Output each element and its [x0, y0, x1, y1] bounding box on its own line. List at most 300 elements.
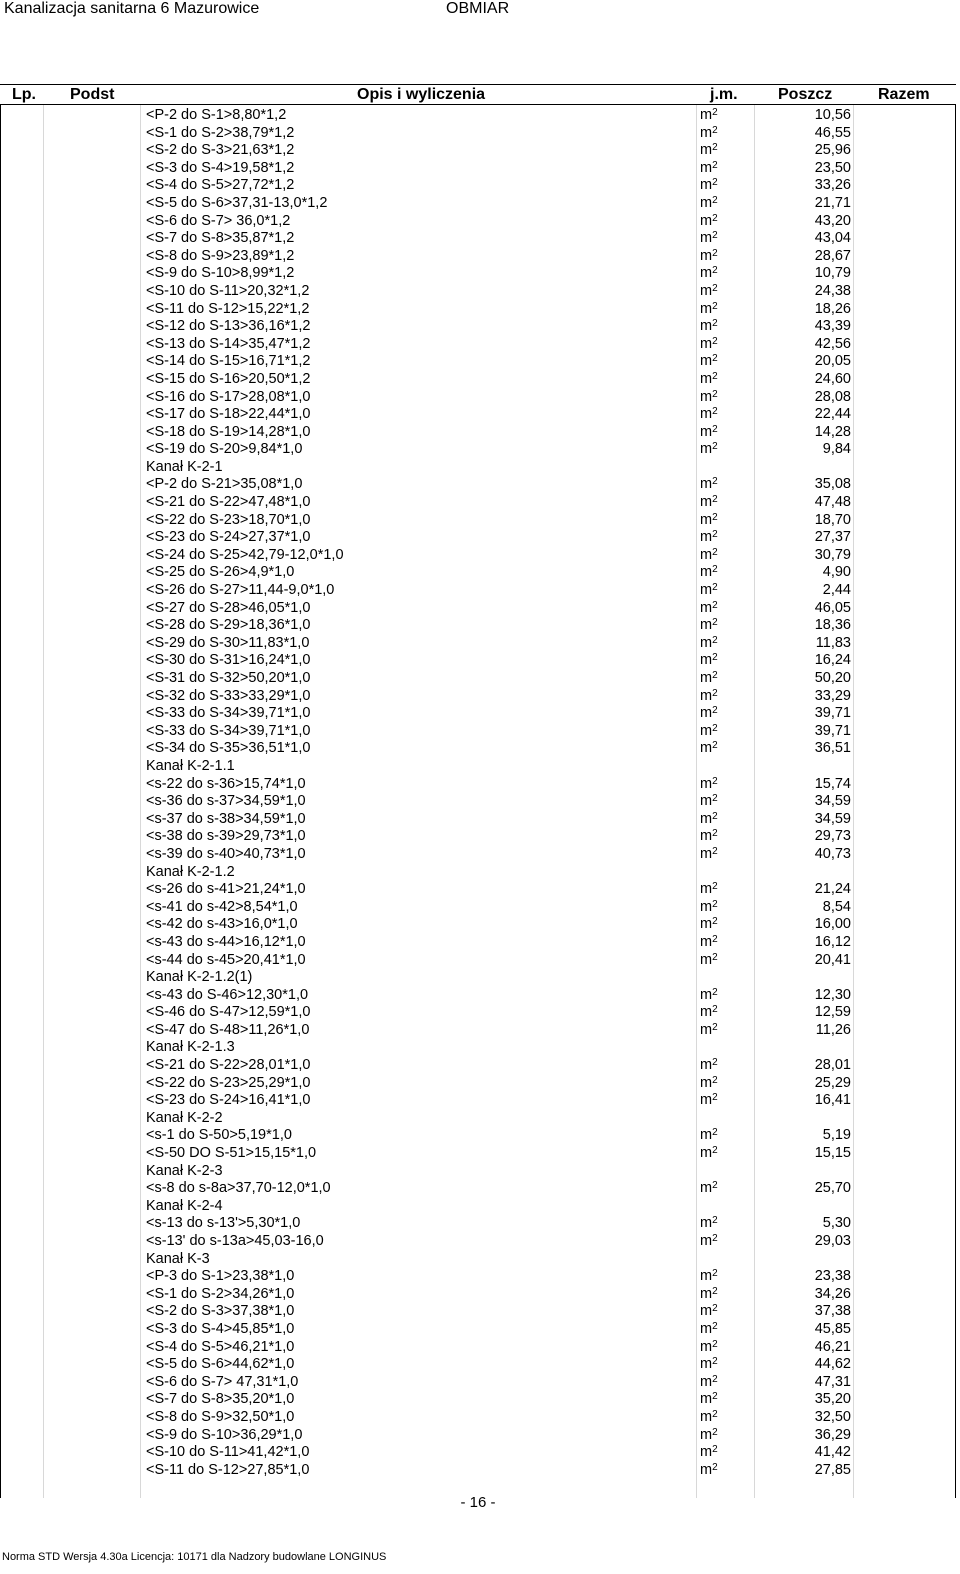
table-row	[0, 1075, 956, 1093]
row-description: <S-25 do S-26>4,9*1,0	[146, 564, 295, 581]
row-description: <S-10 do S-11>41,42*1,0	[146, 1444, 310, 1461]
row-value: 27,37	[814, 529, 851, 546]
row-unit	[700, 230, 718, 248]
unit-text: m	[700, 546, 713, 563]
row-unit	[700, 1233, 718, 1251]
table-row	[0, 1127, 956, 1145]
row-description: <S-9 do S-10>8,99*1,2	[146, 265, 295, 282]
unit-exponent: 2	[712, 1356, 718, 1368]
unit-text: m	[700, 634, 713, 651]
unit-text: m	[700, 406, 713, 423]
table-row	[0, 740, 956, 758]
unit-exponent: 2	[712, 1444, 718, 1456]
row-description: <S-4 do S-5>27,72*1,2	[146, 177, 295, 194]
table-row	[0, 952, 956, 970]
row-description: <S-31 do S-32>50,20*1,0	[146, 670, 311, 686]
row-description: <s-22 do s-36>15,74*1,0	[146, 775, 306, 792]
unit-text: m	[700, 230, 713, 247]
unit-text: m	[700, 1021, 713, 1038]
unit-text: m	[700, 916, 713, 933]
unit-text: m	[700, 1145, 713, 1162]
row-description: <S-16 do S-17>28,08*1,0	[146, 388, 311, 405]
table-row	[0, 476, 956, 494]
row-description: <S-21 do S-22>47,48*1,0	[146, 494, 311, 511]
table-row	[0, 881, 956, 899]
table-row	[0, 758, 956, 776]
unit-exponent: 2	[712, 265, 718, 277]
unit-exponent: 2	[712, 1127, 718, 1139]
row-value: 15,15	[814, 1145, 851, 1162]
unit-exponent: 2	[712, 564, 718, 576]
table-row	[0, 265, 956, 283]
row-value: 16,00	[814, 916, 851, 933]
row-description: <S-5 do S-6>37,31-13,0*1,2	[146, 194, 328, 211]
unit-exponent: 2	[712, 230, 718, 242]
row-unit	[700, 389, 718, 407]
row-unit	[700, 1215, 718, 1233]
table-row	[0, 723, 956, 741]
unit-exponent: 2	[712, 1233, 718, 1244]
table-row	[0, 230, 956, 248]
unit-text: m	[700, 441, 713, 458]
unit-exponent: 2	[712, 1268, 718, 1280]
unit-text: m	[700, 722, 713, 739]
row-description: Kanał K-2-1	[146, 458, 223, 475]
row-value: 16,12	[814, 933, 851, 950]
row-value: 41,42	[814, 1444, 851, 1461]
row-description: <S-3 do S-4>45,85*1,0	[146, 1320, 295, 1337]
col-razem: Razem	[878, 86, 930, 103]
row-unit	[700, 652, 718, 670]
row-unit	[700, 301, 718, 319]
unit-text: m	[700, 1092, 713, 1109]
unit-exponent: 2	[712, 793, 718, 805]
row-unit	[700, 723, 718, 741]
unit-exponent: 2	[712, 916, 718, 928]
table-row	[0, 283, 956, 301]
row-value: 47,48	[814, 494, 851, 511]
unit-exponent: 2	[712, 370, 718, 382]
unit-text: m	[700, 617, 713, 634]
row-description: <s-36 do s-37>34,59*1,0	[146, 793, 306, 810]
table-row	[0, 1198, 956, 1216]
unit-text: m	[700, 740, 713, 757]
table-row	[0, 1427, 956, 1445]
unit-text: m	[700, 1233, 713, 1249]
document-type: OBMIAR	[446, 0, 510, 17]
table-row	[0, 1321, 956, 1339]
row-description: <S-18 do S-19>14,28*1,0	[146, 423, 311, 440]
row-description: <s-44 do s-45>20,41*1,0	[146, 951, 306, 968]
table-row	[0, 248, 956, 266]
row-description: <s-41 do s-42>8,54*1,0	[146, 898, 298, 915]
unit-text: m	[700, 370, 713, 387]
unit-text: m	[700, 1373, 713, 1390]
row-description: <S-2 do S-3>21,63*1,2	[146, 142, 295, 159]
row-description: <S-29 do S-30>11,83*1,0	[146, 634, 310, 651]
unit-exponent: 2	[712, 599, 718, 611]
unit-text: m	[700, 933, 713, 950]
row-unit	[700, 107, 718, 125]
unit-exponent: 2	[712, 1215, 718, 1227]
table-row	[0, 1233, 956, 1251]
row-description: <S-26 do S-27>11,44-9,0*1,0	[146, 582, 335, 599]
row-value: 44,62	[814, 1356, 851, 1373]
row-value: 21,71	[814, 194, 851, 211]
row-value: 5,30	[822, 1215, 851, 1232]
row-description: <S-11 do S-12>27,85*1,0	[146, 1461, 310, 1478]
row-description: Kanał K-2-1.2	[146, 863, 235, 880]
row-unit	[700, 934, 718, 952]
unit-exponent: 2	[712, 546, 718, 558]
row-description: <s-26 do s-41>21,24*1,0	[146, 881, 306, 898]
row-unit	[700, 916, 718, 934]
row-description: <S-6 do S-7> 47,31*1,0	[146, 1373, 299, 1390]
table-row	[0, 1391, 956, 1409]
row-unit	[700, 582, 718, 600]
row-value: 18,26	[814, 300, 851, 317]
row-unit	[700, 811, 718, 829]
row-value: 9,84	[822, 441, 851, 458]
table-row	[0, 459, 956, 477]
unit-exponent: 2	[712, 1074, 718, 1086]
row-description: Kanał K-2-3	[146, 1162, 223, 1179]
unit-exponent: 2	[712, 159, 718, 171]
unit-text: m	[700, 1356, 713, 1373]
unit-text: m	[700, 511, 713, 528]
row-value: 27,85	[814, 1461, 851, 1478]
unit-text: m	[700, 124, 713, 141]
table-row	[0, 371, 956, 389]
unit-exponent: 2	[712, 212, 718, 224]
row-unit	[700, 1356, 718, 1374]
row-description: Kanał K-2-1.1	[146, 757, 235, 774]
table-row	[0, 1110, 956, 1128]
unit-exponent: 2	[712, 687, 718, 699]
table-row	[0, 441, 956, 459]
row-unit	[700, 1339, 718, 1357]
row-value: 16,24	[814, 652, 851, 669]
row-description: <S-8 do S-9>32,50*1,0	[146, 1408, 295, 1425]
row-unit	[700, 353, 718, 371]
unit-text: m	[700, 775, 713, 792]
row-description: <P-3 do S-1>23,38*1,0	[146, 1268, 295, 1285]
row-description: <S-12 do S-13>36,16*1,2	[146, 318, 311, 335]
row-description: Kanał K-2-2	[146, 1109, 223, 1126]
row-unit	[700, 564, 718, 582]
table-row	[0, 1180, 956, 1198]
table-row	[0, 793, 956, 811]
row-description: <S-17 do S-18>22,44*1,0	[146, 406, 311, 423]
unit-exponent: 2	[712, 1426, 718, 1438]
row-unit	[700, 1268, 718, 1286]
unit-exponent: 2	[712, 986, 718, 998]
unit-text: m	[700, 1004, 713, 1021]
table-row	[0, 1022, 956, 1040]
unit-exponent: 2	[712, 617, 718, 629]
row-description: <S-8 do S-9>23,89*1,2	[146, 247, 295, 264]
row-value: 36,51	[814, 740, 851, 757]
row-value: 34,26	[814, 1285, 851, 1302]
row-description: <s-13' do s-13a>45,03-16,0	[146, 1233, 324, 1249]
row-unit	[700, 776, 718, 794]
unit-exponent: 2	[712, 1285, 718, 1297]
unit-exponent: 2	[712, 423, 718, 435]
unit-text: m	[700, 652, 713, 669]
row-unit	[700, 1127, 718, 1145]
row-description: <S-24 do S-25>42,79-12,0*1,0	[146, 546, 344, 563]
unit-text: m	[700, 194, 713, 211]
unit-text: m	[700, 282, 713, 299]
unit-text: m	[700, 353, 713, 370]
unit-exponent: 2	[712, 634, 718, 646]
row-description: <S-22 do S-23>25,29*1,0	[146, 1074, 311, 1091]
unit-exponent: 2	[712, 1320, 718, 1332]
row-value: 18,36	[814, 617, 851, 634]
row-unit	[700, 529, 718, 547]
row-value: 4,90	[822, 564, 851, 581]
row-unit	[700, 336, 718, 354]
row-value: 22,44	[814, 406, 851, 423]
row-description: <S-11 do S-12>15,22*1,2	[146, 300, 310, 317]
table-row	[0, 494, 956, 512]
row-unit	[700, 617, 718, 635]
unit-exponent: 2	[712, 951, 718, 963]
row-value: 23,50	[814, 159, 851, 176]
unit-text: m	[700, 107, 713, 123]
row-description: <S-28 do S-29>18,36*1,0	[146, 617, 311, 634]
unit-exponent: 2	[712, 1021, 718, 1033]
row-description: <S-3 do S-4>19,58*1,2	[146, 159, 295, 176]
table-row	[0, 177, 956, 195]
unit-text: m	[700, 1285, 713, 1302]
table-row	[0, 1004, 956, 1022]
row-description: <S-14 do S-15>16,71*1,2	[146, 353, 311, 370]
row-unit	[700, 1092, 718, 1110]
row-unit	[700, 441, 718, 459]
row-value: 25,29	[814, 1074, 851, 1091]
row-unit	[700, 899, 718, 917]
row-description: <S-46 do S-47>12,59*1,0	[146, 1004, 311, 1021]
unit-exponent: 2	[712, 705, 718, 717]
row-description: <S-7 do S-8>35,87*1,2	[146, 230, 295, 247]
row-unit	[700, 406, 718, 424]
table-row	[0, 107, 956, 125]
row-unit	[700, 635, 718, 653]
row-description: <s-42 do s-43>16,0*1,0	[146, 916, 298, 933]
row-value: 29,03	[814, 1233, 851, 1249]
row-unit	[700, 846, 718, 864]
row-unit	[700, 1145, 718, 1163]
row-description: <P-2 do S-1>8,80*1,2	[146, 107, 287, 123]
row-value: 29,73	[814, 828, 851, 845]
unit-exponent: 2	[712, 1373, 718, 1385]
table-row	[0, 934, 956, 952]
row-description: Kanał K-2-1.2(1)	[146, 969, 253, 986]
table-rows	[0, 107, 956, 1479]
unit-text: m	[700, 1408, 713, 1425]
row-value: 46,55	[814, 124, 851, 141]
unit-text: m	[700, 476, 713, 493]
table-row	[0, 1163, 956, 1181]
row-unit	[700, 371, 718, 389]
row-unit	[700, 987, 718, 1005]
row-description: <S-1 do S-2>38,79*1,2	[146, 124, 295, 141]
row-value: 25,96	[814, 142, 851, 159]
table-row	[0, 1215, 956, 1233]
unit-text: m	[700, 898, 713, 915]
unit-exponent: 2	[712, 142, 718, 154]
row-value: 42,56	[814, 335, 851, 352]
row-description: <S-21 do S-22>28,01*1,0	[146, 1057, 311, 1074]
row-value: 28,08	[814, 388, 851, 405]
unit-text: m	[700, 335, 713, 352]
table-row	[0, 1268, 956, 1286]
row-value: 14,28	[814, 423, 851, 440]
unit-exponent: 2	[712, 107, 718, 118]
unit-text: m	[700, 986, 713, 1003]
row-unit	[700, 600, 718, 618]
row-description: <S-33 do S-34>39,71*1,0	[146, 722, 311, 739]
unit-text: m	[700, 687, 713, 704]
table-row	[0, 846, 956, 864]
unit-exponent: 2	[712, 353, 718, 365]
unit-exponent: 2	[712, 1180, 718, 1192]
row-unit	[700, 1374, 718, 1392]
col-poszcz: Poszcz	[778, 86, 833, 103]
table-row	[0, 1339, 956, 1357]
row-unit	[700, 125, 718, 143]
unit-text: m	[700, 599, 713, 616]
row-description: <s-43 do S-46>12,30*1,0	[146, 986, 309, 1003]
row-unit	[700, 318, 718, 336]
row-value: 50,20	[814, 670, 851, 686]
col-opis: Opis i wyliczenia	[357, 86, 486, 103]
unit-text: m	[700, 1426, 713, 1443]
row-unit	[700, 248, 718, 266]
row-unit	[700, 1004, 718, 1022]
row-description: <s-38 do s-39>29,73*1,0	[146, 828, 306, 845]
row-unit	[700, 1057, 718, 1075]
row-description: <S-9 do S-10>36,29*1,0	[146, 1426, 303, 1443]
row-description: Kanał K-2-1.3	[146, 1039, 235, 1056]
unit-exponent: 2	[712, 335, 718, 347]
unit-text: m	[700, 212, 713, 229]
table-row	[0, 1286, 956, 1304]
unit-text: m	[700, 300, 713, 317]
unit-text: m	[700, 793, 713, 810]
unit-exponent: 2	[712, 1408, 718, 1420]
unit-exponent: 2	[712, 652, 718, 664]
row-description: <S-30 do S-31>16,24*1,0	[146, 652, 311, 669]
row-value: 35,20	[814, 1391, 851, 1408]
unit-exponent: 2	[712, 388, 718, 400]
unit-exponent: 2	[712, 1004, 718, 1016]
table-row	[0, 301, 956, 319]
row-value: 47,31	[814, 1373, 851, 1390]
table-row	[0, 564, 956, 582]
unit-exponent: 2	[712, 476, 718, 488]
table-row	[0, 916, 956, 934]
table-row	[0, 389, 956, 407]
row-description: <P-2 do S-21>35,08*1,0	[146, 476, 303, 493]
unit-text: m	[700, 142, 713, 159]
table-row	[0, 828, 956, 846]
row-description: <S-5 do S-6>44,62*1,0	[146, 1356, 295, 1373]
table-row	[0, 1409, 956, 1427]
row-unit	[700, 1075, 718, 1093]
row-description: <S-23 do S-24>16,41*1,0	[146, 1092, 311, 1109]
table-row	[0, 547, 956, 565]
table-row	[0, 987, 956, 1005]
col-lp: Lp.	[12, 86, 36, 103]
row-value: 15,74	[814, 775, 851, 792]
row-value: 24,60	[814, 370, 851, 387]
table-row	[0, 195, 956, 213]
row-unit	[700, 740, 718, 758]
row-unit	[700, 670, 718, 688]
table-row	[0, 1303, 956, 1321]
row-value: 36,29	[814, 1426, 851, 1443]
row-value: 33,29	[814, 687, 851, 704]
row-value: 28,67	[814, 247, 851, 264]
unit-text: m	[700, 318, 713, 335]
table-row	[0, 125, 956, 143]
row-description: Kanał K-2-4	[146, 1197, 223, 1214]
table-row	[0, 670, 956, 688]
row-value: 39,71	[814, 705, 851, 722]
unit-exponent: 2	[712, 124, 718, 136]
unit-text: m	[700, 810, 713, 827]
row-value: 34,59	[814, 810, 851, 827]
row-description: Kanał K-3	[146, 1250, 210, 1267]
table-row	[0, 336, 956, 354]
table-row	[0, 1356, 956, 1374]
row-description: <S-33 do S-34>39,71*1,0	[146, 705, 311, 722]
row-unit	[700, 1286, 718, 1304]
row-description: <s-1 do S-50>5,19*1,0	[146, 1127, 292, 1144]
unit-text: m	[700, 1127, 713, 1144]
table-row	[0, 899, 956, 917]
measurement-table	[0, 84, 956, 1498]
table-row	[0, 213, 956, 231]
unit-text: m	[700, 1057, 713, 1074]
row-description: <S-34 do S-35>36,51*1,0	[146, 740, 311, 757]
unit-text: m	[700, 828, 713, 845]
unit-text: m	[700, 582, 713, 599]
row-value: 35,08	[814, 476, 851, 493]
unit-text: m	[700, 1074, 713, 1091]
row-value: 43,04	[814, 230, 851, 247]
row-unit	[700, 1321, 718, 1339]
row-unit	[700, 494, 718, 512]
table-row	[0, 969, 956, 987]
row-unit	[700, 1180, 718, 1198]
row-value: 37,38	[814, 1303, 851, 1320]
row-value: 28,01	[814, 1057, 851, 1074]
unit-text: m	[700, 1338, 713, 1355]
table-row	[0, 529, 956, 547]
table-header	[0, 84, 956, 105]
unit-text: m	[700, 1268, 713, 1285]
row-value: 20,41	[814, 951, 851, 968]
footer-license: Norma STD Wersja 4.30a Licencja: 10171 dla Nadzory budowlane LONGINUS	[2, 1551, 387, 1563]
row-description: <S-22 do S-23>18,70*1,0	[146, 511, 311, 528]
table-row	[0, 1092, 956, 1110]
row-unit	[700, 952, 718, 970]
table-row	[0, 1251, 956, 1269]
row-value: 11,26	[815, 1021, 851, 1038]
